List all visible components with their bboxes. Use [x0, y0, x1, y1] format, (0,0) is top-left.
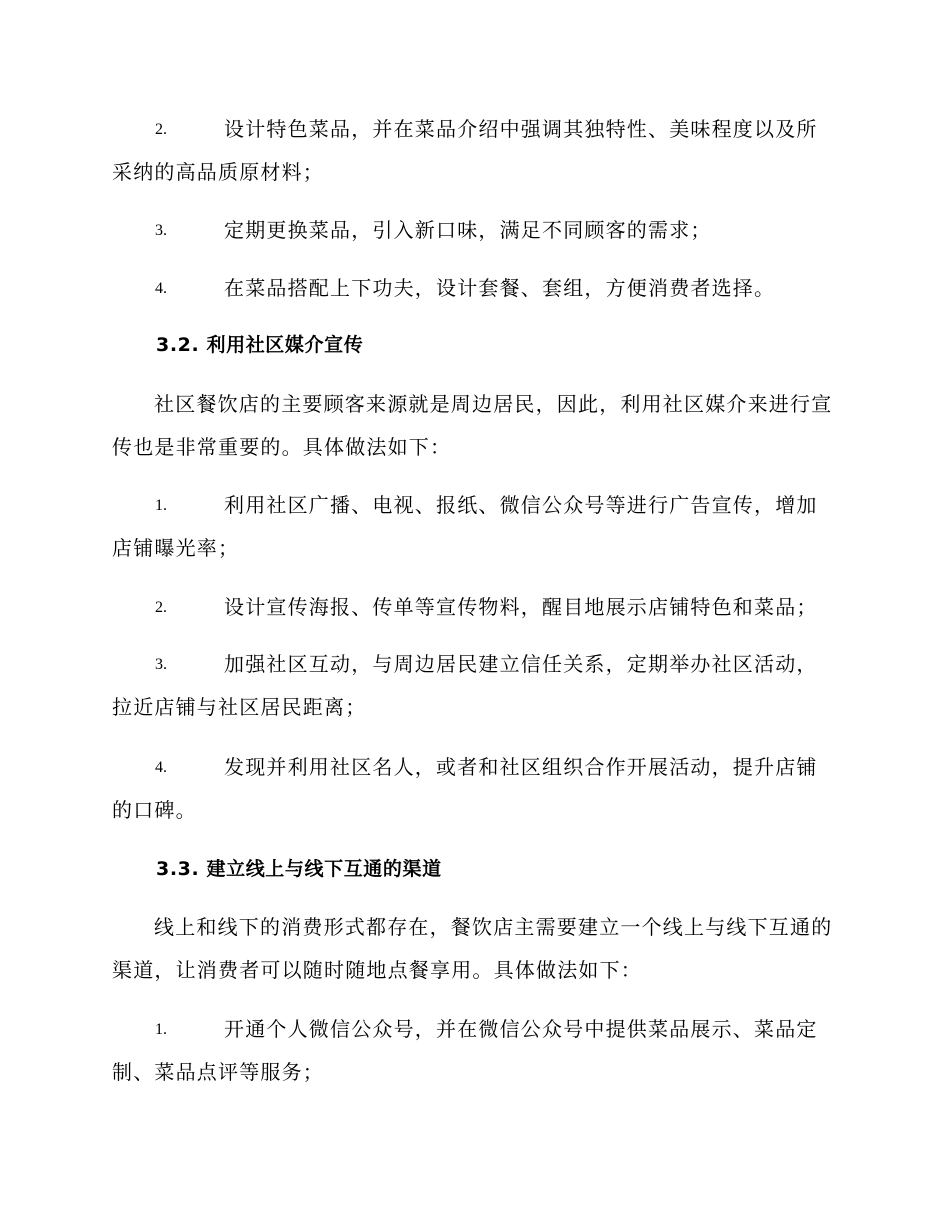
section-heading: 3.3. 建立线上与线下互通的渠道: [156, 858, 442, 880]
list-item-number: 2.: [155, 599, 167, 616]
list-item-text: 发现并利用社区名人，或者和社区组织合作开展活动，提升店铺的口碑。: [112, 755, 818, 822]
list-item: [112, 1008, 834, 1094]
list-item-text: 利用社区广播、电视、报纸、微信公众号等进行广告宣传，增加店铺曝光率；: [112, 493, 818, 560]
list-item-text: 加强社区互动，与周边居民建立信任关系，定期举办社区活动，拉近店铺与社区居民距离；: [112, 652, 818, 719]
list-item-number: 3.: [155, 222, 167, 239]
list-item: [112, 484, 834, 570]
list-item: [112, 108, 834, 194]
list-item-number: 4.: [155, 280, 167, 297]
list-item-text: 设计特色菜品，并在菜品介绍中强调其独特性、美味程度以及所采纳的高品质原材料；: [112, 117, 818, 184]
list-item-text: 在菜品搭配上下功夫，设计套餐、套组，方便消费者选择。: [224, 276, 776, 300]
section-intro-paragraph: 社区餐饮店的主要顾客来源就是周边居民，因此，利用社区媒介来进行宣传也是非常重要的。具体做法如下：: [112, 392, 833, 459]
list-item: [112, 586, 834, 629]
list-item-text: 设计宣传海报、传单等宣传物料，醒目地展示店铺特色和菜品；: [224, 595, 818, 619]
list-item: [112, 209, 834, 252]
list-item-text: 开通个人微信公众号，并在微信公众号中提供菜品展示、菜品定制、菜品点评等服务；: [112, 1017, 818, 1084]
list-item-text: 定期更换菜品，引入新口味，满足不同顾客的需求；: [224, 218, 712, 242]
section-heading: 3.2. 利用社区媒介宣传: [156, 334, 364, 356]
list-item-number: 3.: [155, 656, 167, 673]
list-item: [112, 267, 834, 310]
list-item-number: 1.: [155, 497, 167, 514]
list-item: [112, 746, 834, 832]
list-item: [112, 643, 834, 729]
list-item-number: 4.: [155, 759, 167, 776]
section-intro-paragraph: 线上和线下的消费形式都存在，餐饮店主需要建立一个线上与线下互通的渠道，让消费者可以随时随地点餐享用。具体做法如下：: [112, 915, 833, 982]
list-item-number: 2.: [155, 121, 167, 138]
list-item-number: 1.: [155, 1021, 167, 1038]
